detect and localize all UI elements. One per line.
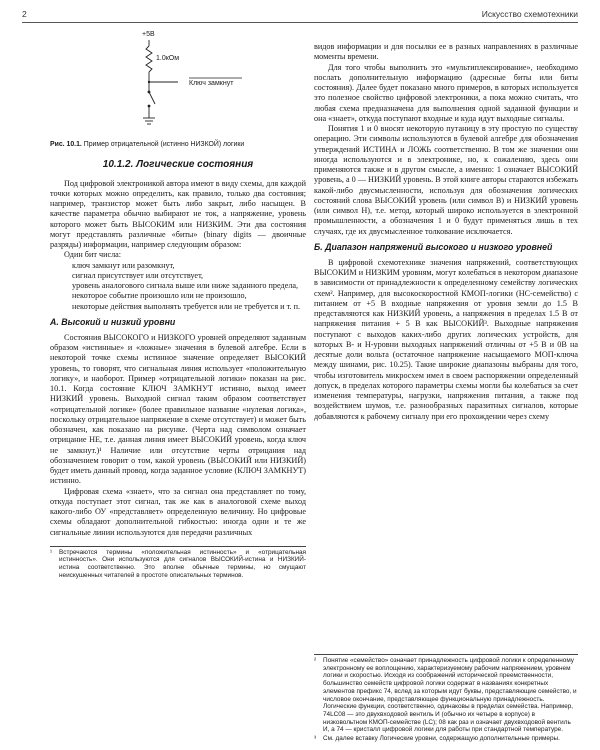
figure-circuit xyxy=(50,30,306,138)
footnote xyxy=(50,549,306,580)
footnotes-right xyxy=(314,654,578,744)
list-item: ключ замкнут или разомкнут, xyxy=(72,260,175,270)
paragraph: Понятия 1 и 0 вносят некоторую путаницу в эту простую по существу операцию. Эти символы используются в булевой алгебре для обозначения утверждений ИСТИНА и ЛОЖЬ соответственно. В том же значении они иногда используются и в электронике, но, к сожалению, здесь они применяются также и в другом смысле, а именно: 1 означает ВЫСОКИЙ уровень, а 0 — НИЗКИЙ уровень. В этой книге авторы стараются избежать какой-либо двусмысленности, используя для обозначения логических состояний слова ВЫСОКИЙ уровень (или символ В) и НИЗКИЙ уровень (или символ Н), т.е. метод, который широко используется в электронной промышленности, а обозначения 1 и 0 будут применяться лишь в тех случаях, где их двусмысленное толкование исключается. xyxy=(314,124,578,236)
caption-number: Рис. 10.1. xyxy=(50,141,82,148)
page-number: 2 xyxy=(22,9,27,19)
footnote-mark: ³ xyxy=(314,735,317,743)
footnote xyxy=(314,735,578,743)
list-item: некоторое событие произошло или не произошло, xyxy=(72,291,247,301)
footnote-mark: ² xyxy=(314,657,317,664)
section-title: 10.1.2. Логические состояния xyxy=(102,159,254,171)
footnote xyxy=(314,657,578,734)
list-item: некоторые действия выполнять требуется или не требуется и т. п. xyxy=(72,301,301,311)
list-item: уровень аналогового сигнала выше или ниже заданного предела, xyxy=(72,281,299,290)
subsection-title-b: Б. Диапазон напряжений высокого и низкого уровней xyxy=(314,241,553,252)
figure-caption xyxy=(50,140,306,150)
resistor-label: 1.0кОм xyxy=(156,55,180,62)
footnote-text: Понятие «семейство» означает принадлежность цифровой логики к определенному электронному ее воплощению, характеризуемому рабочим напряжением, уровнем логики и скоростью. Исходя из соображений исторической преемственности, большинство семейств цифровой логики содержат в названиях конкретных элементов префикс 74, вслед за которым идут буквы, представляющие семейство, и числовое окончание, представляющее функциональную принадлежность. Логические функции, соответственно, одинаковы в пределах семейства. Например, 74LC08 — это двухвходовой вентиль И (обычно их четыре в корпусе) в низковольтном КМОП-семействе (LC); 08 как раз и означает двухвходовой вентиль И, а 74 — кристалл цифровой логики для работы при стандартной температуре. xyxy=(323,657,577,734)
paragraph: Цифровая схема «знает», что за сигнал она представляет по тому, откуда поступает этот сигнал, так же как в аналоговой схеме выход какого-либо ОУ «представляет» определенную величину. Но цифровые схемы обладают дополнительной гибкостью: иногда одни и те же сигнальные линии используются для передачи различных xyxy=(50,486,306,537)
paragraph: Состояния ВЫСОКОГО и НИЗКОГО уровней определяют заданным образом «истинные» и «ложные» значения в булевой алгебре. Если в некоторой точке схемы истинное значение определяет ВЫСОКИЙ уровень, то говорят, что сигнальная линия использует «положительную логику», и наоборот. Пример «отрицательной логики» показан на рис. 10.1. Когда состояние КЛЮЧ ЗАМКНУТ истинно, выход имеет НИЗКИЙ уровень. Выходной сигнал таким образом соответствует «отрицательной логике» (более правильное название «нулевая логика», поскольку отрицательное напряжение в схеме отсутствует) и может быть обозначен, как показано на рисунке. (Черта над символом означает отрицание НЕ, т.е. данная линия имеет ВЫСОКИЙ уровень, когда ключ не замкнут.)¹ Наличие или отсутствие черты отрицания над обозначением говорит о том, какой уровень (ВЫСОКИЙ или НИЗКИЙ) будет иметь данный провод, когда заданное условие (КЛЮЧ ЗАМКНУТ) истинно. xyxy=(50,332,306,486)
bit-list xyxy=(50,250,306,312)
caption-text: Пример отрицательной (истинно НИЗКОЙ) логики xyxy=(83,141,245,148)
footnote-mark: ¹ xyxy=(50,548,53,556)
right-column xyxy=(314,42,578,422)
running-title: Искусство схемотехники xyxy=(481,9,578,19)
paragraph: видов информации и для посылки ее в разных направлениях в различные моменты времени. xyxy=(314,42,578,62)
paragraph: Под цифровой электроникой автора имеют в виду схемы, для каждой точки которых можно определить, как правило, только два состояния; например, транзистор может быть либо закрыт, либо насыщен. В качестве параметра обычно выбирают не ток, а напряжение, уровень которого может быть ВЫСОКИМ или НИЗКИМ. Эти два состояния могут представлять различные «биты» (binary digits — двоичные разряды) информации, например следующим образом: xyxy=(50,178,306,249)
paragraph: В цифровой схемотехнике значения напряжений, соответствующих ВЫСОКИМ и НИЗКИМ уровням, могут колебаться в некотором диапазоне в зависимости от принадлежности к определенному семейству логических схем². Например, для высокоскоростной КМОП-логики (HC-семейство) с питанием от +5 В входные напряжения от уровня земли до 1.5 В представляются как НИЗКИЙ уровень, а напряжения в пределах 1.5 В от напряжения питания + 5 В как ВЫСОКИЙ³. Выходные напряжения поступают с выходов каких-либо других логических устройств, для которых В- и Н-уровни выходных напряжений отличны от +5 В и 0В на десятые доли вольта (остаточное напряжение насыщаемого МОП-ключа между шинами, рис. 10.25). Такие широкие диапазоны выбраны для того, чтобы изготовитель микросхем имел в своем распоряжении определенный допуск, в пределах которого параметры схемы могли бы колебаться за счет изменения температуры, нагрузки, напряжения питания, а также под воздействием шумов, т.е. разнообразных паразитных сигналов, которые добавляются к рабочему сигналу при его прохождении через схему xyxy=(314,257,578,421)
list-item: сигнал присутствует или отсутствует, xyxy=(72,270,204,280)
footnote-text: См. далее вставку Логические уровни, содержащую дополнительные примеры. xyxy=(323,735,560,743)
subsection-title-a: А. Высокий и низкий уровни xyxy=(50,316,176,327)
footnote-text: Встречаются термины «положительная истинность» и «отрицательная истинность». Они используются для сигналов ВЫСОКИЙ-истина и НИЗКИЙ-истина соответственно. Это вполне обычные термины, но смущают неискушенных читателей в простоте описательных терминов. xyxy=(59,548,306,579)
page-header xyxy=(22,6,578,23)
footnotes-left xyxy=(50,546,306,580)
list-heading: Один бит числа: xyxy=(64,250,122,260)
left-column xyxy=(50,30,306,581)
supply-label: +5В xyxy=(142,31,155,38)
circuit-diagram xyxy=(50,30,306,138)
switch-label: Ключ замкнут xyxy=(189,80,234,87)
paragraph: Для того чтобы выполнить это «мультиплексирование», необходимо послать дополнительную информацию (адресные биты или биты состояния). Далее будет показано много примеров, в которых используется это полезное свойство цифровой электроники, а пока можно считать, что любая схема предназначена для выполнения одной заданной функции и она «знает», откуда поступают входные и куда идут выходные сигналы. xyxy=(314,62,578,123)
